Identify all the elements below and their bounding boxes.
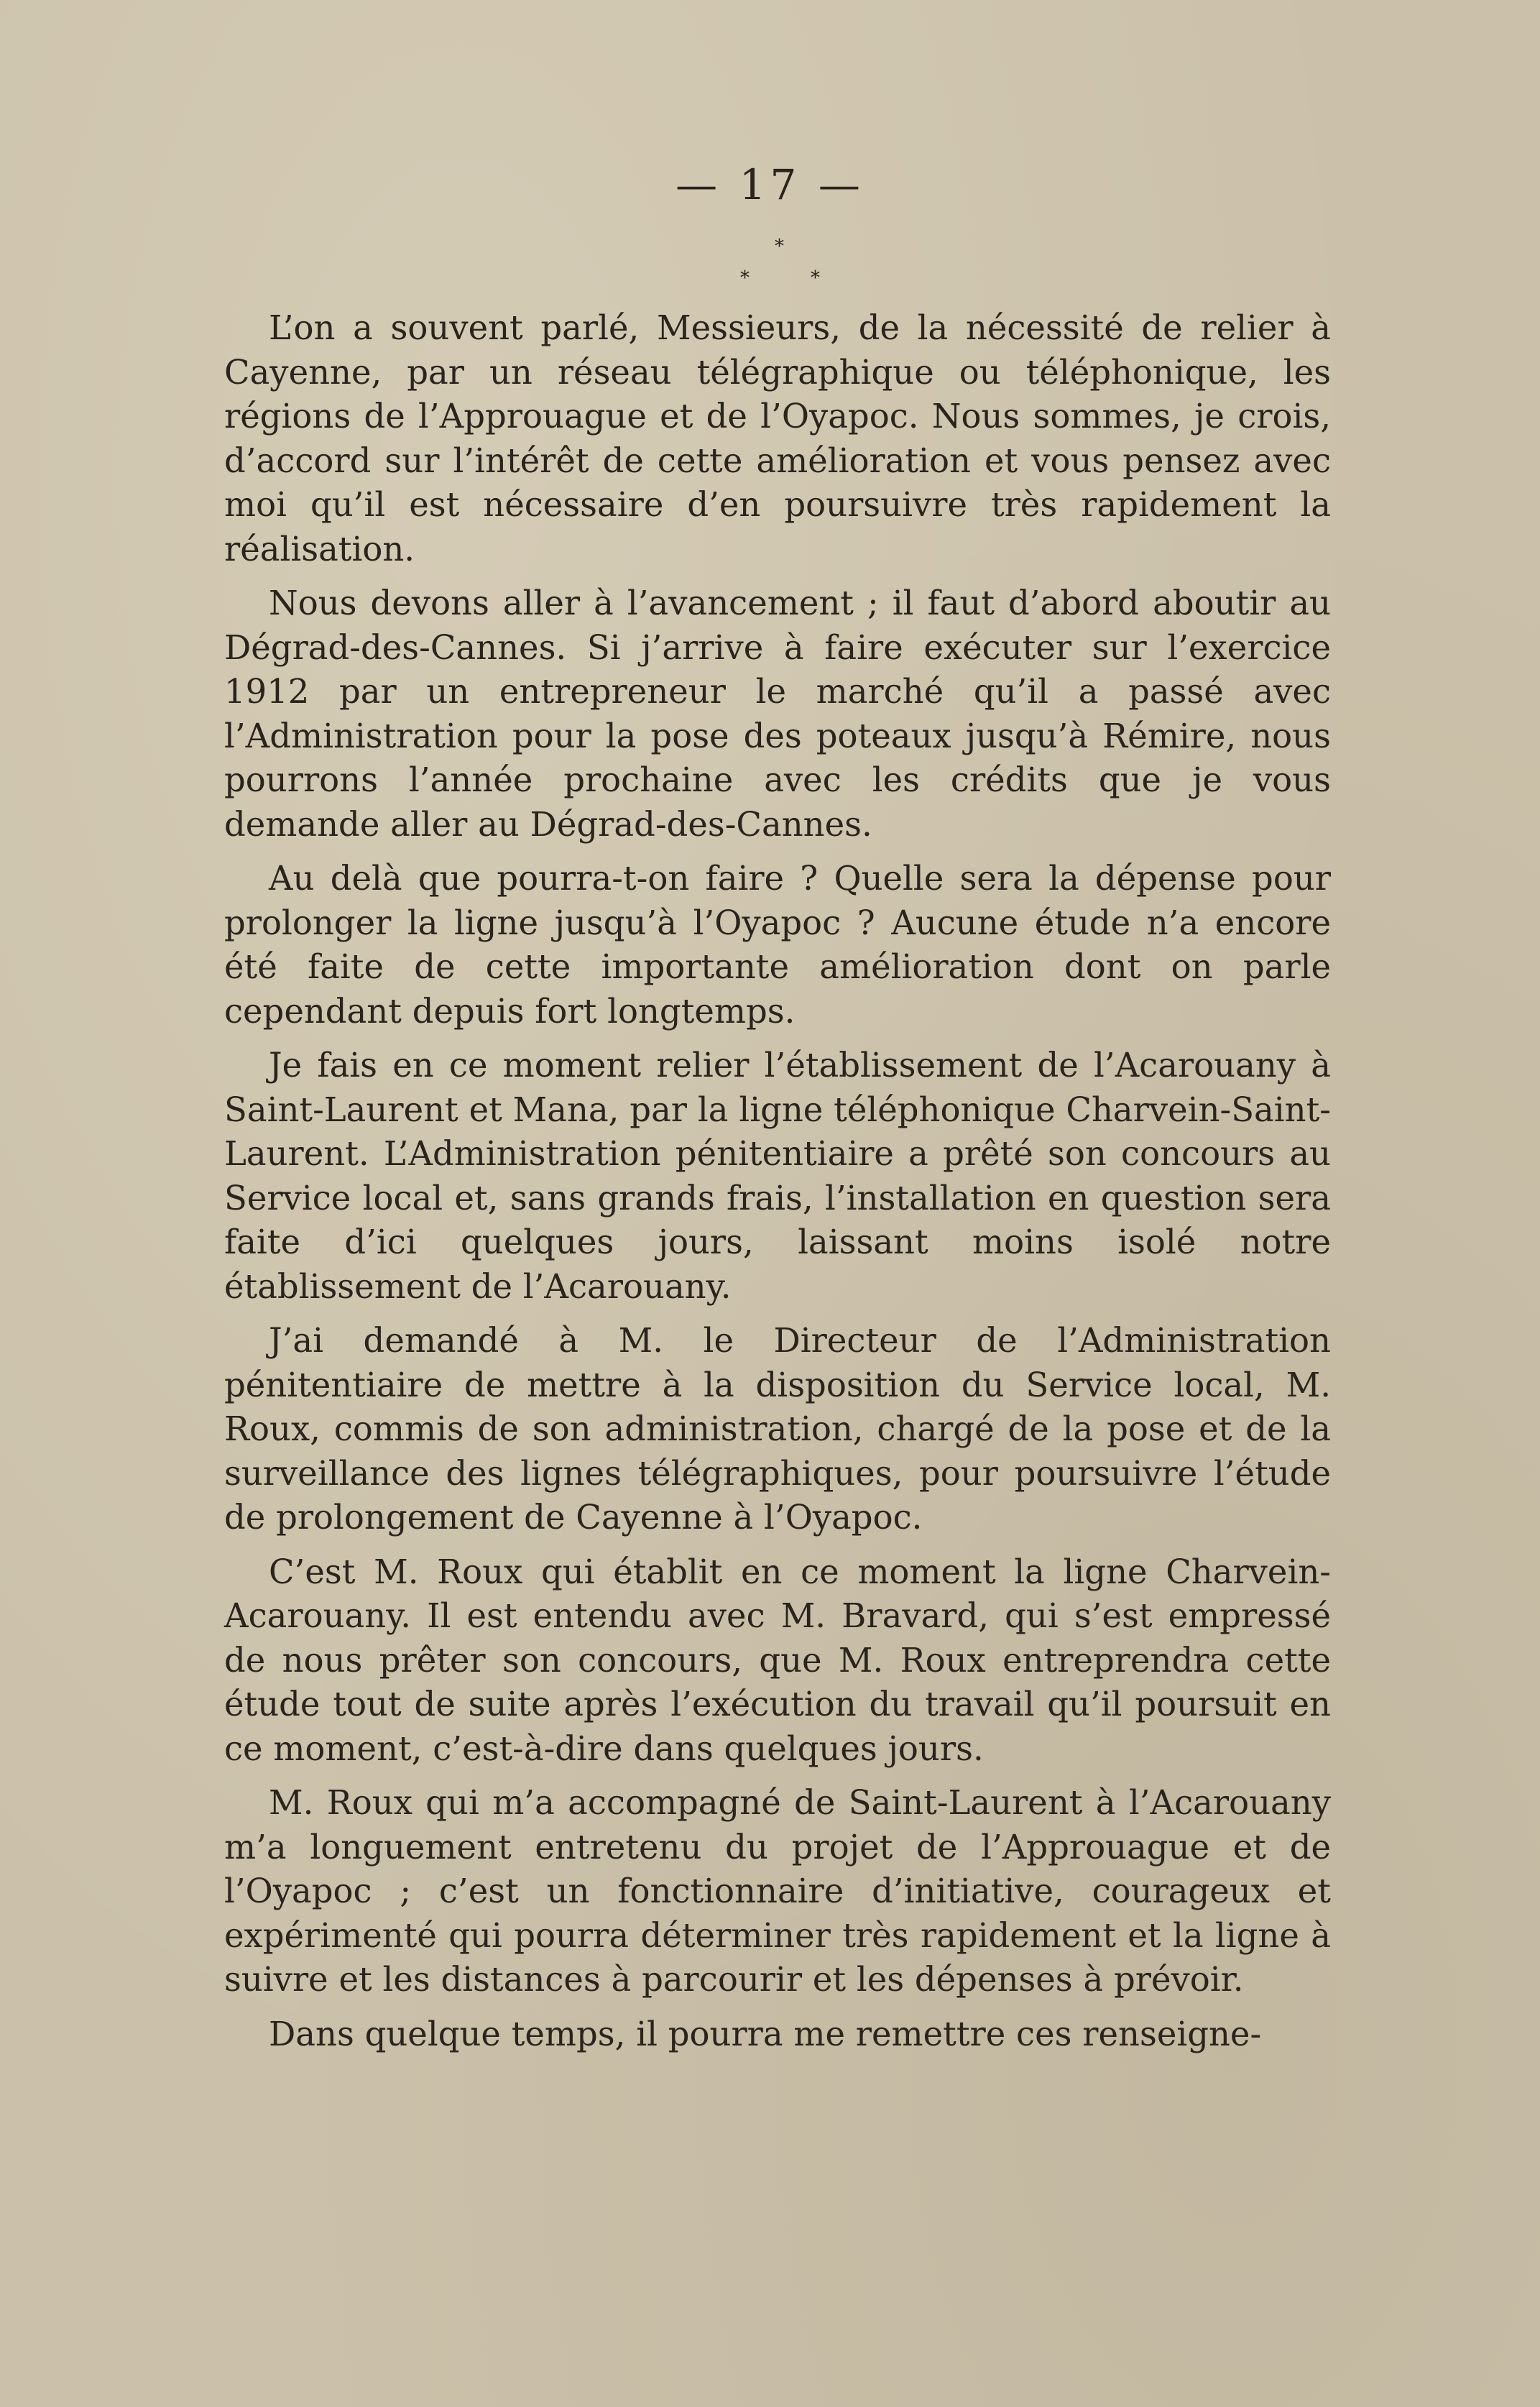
- paragraph: Dans quelque temps, il pourra me remettre ces renseigne-: [269, 2014, 1262, 2053]
- body-text: [224, 306, 1331, 2066]
- separator-star: *: [811, 267, 820, 289]
- section-separator: [719, 237, 848, 295]
- paragraph: C’est M. Roux qui établit en ce moment la ligne Charvein-Acarouany. Il est entendu avec M. Bravard, qui s’est empressé de nous prêter son concours, que M. Roux entreprendra cette étude tout de suite après l’exécution du travail qu’il poursuit en ce moment, c’est-à-dire dans quelques jours.: [224, 1552, 1331, 1768]
- separator-star: *: [775, 236, 784, 257]
- paragraph: L’on a souvent parlé, Messieurs, de la nécessité de relier à Cayenne, par un réseau télégraphique ou téléphonique, les régions de l’Approuague et de l’Oyapoc. Nous sommes, je crois, d’accord sur l’intérêt de cette amélioration et vous pensez avec moi qu’il est nécessaire d’en poursuivre très rapidement la réalisation.: [224, 308, 1331, 569]
- paragraph: Au delà que pourra-t-on faire ? Quelle sera la dépense pour prolonger la ligne jusqu’à l’Oyapoc ? Aucune étude n’a encore été faite de cette importante amélioration dont on parle cependant depuis fort longtemps.: [224, 859, 1331, 1031]
- paragraph: Nous devons aller à l’avancement ; il faut d’abord aboutir au Dégrad-des-Cannes. Si j’arrive à faire exécuter sur l’exercice 1912 par un entrepreneur le marché qu’il a passé avec l’Administration pour la pose des poteaux jusqu’à Rémire, nous pourrons l’année prochaine avec les crédits que je vous demande aller au Dégrad-des-Cannes.: [224, 584, 1331, 844]
- page-number: — 17 —: [676, 160, 864, 209]
- paragraph: J’ai demandé à M. le Directeur de l’Administration pénitentiaire de mettre à la disposition du Service local, M. Roux, commis de son administration, chargé de la pose et de la surveillance des lignes télégraphiques, pour poursuivre l’étude de prolongement de Cayenne à l’Oyapoc.: [224, 1321, 1331, 1537]
- separator-star: *: [740, 267, 750, 289]
- paragraph: Je fais en ce moment relier l’établissement de l’Acarouany à Saint-Laurent et Mana, par la ligne téléphonique Charvein-Saint-Laurent. L’Administration pénitentiaire a prêté son concours au Service local et, sans grands frais, l’installation en question sera faite d’ici quelques jours, laissant moins isolé notre établissement de l’Acarouany.: [224, 1046, 1331, 1306]
- paragraph: M. Roux qui m’a accompagné de Saint-Laurent à l’Acarouany m’a longuement entretenu du projet de l’Approuague et de l’Oyapoc ; c’est un fonctionnaire d’initiative, courageux et expérimenté qui pourra déterminer très rapidement et la ligne à suivre et les distances à parcourir et les dépenses à prévoir.: [224, 1783, 1331, 1999]
